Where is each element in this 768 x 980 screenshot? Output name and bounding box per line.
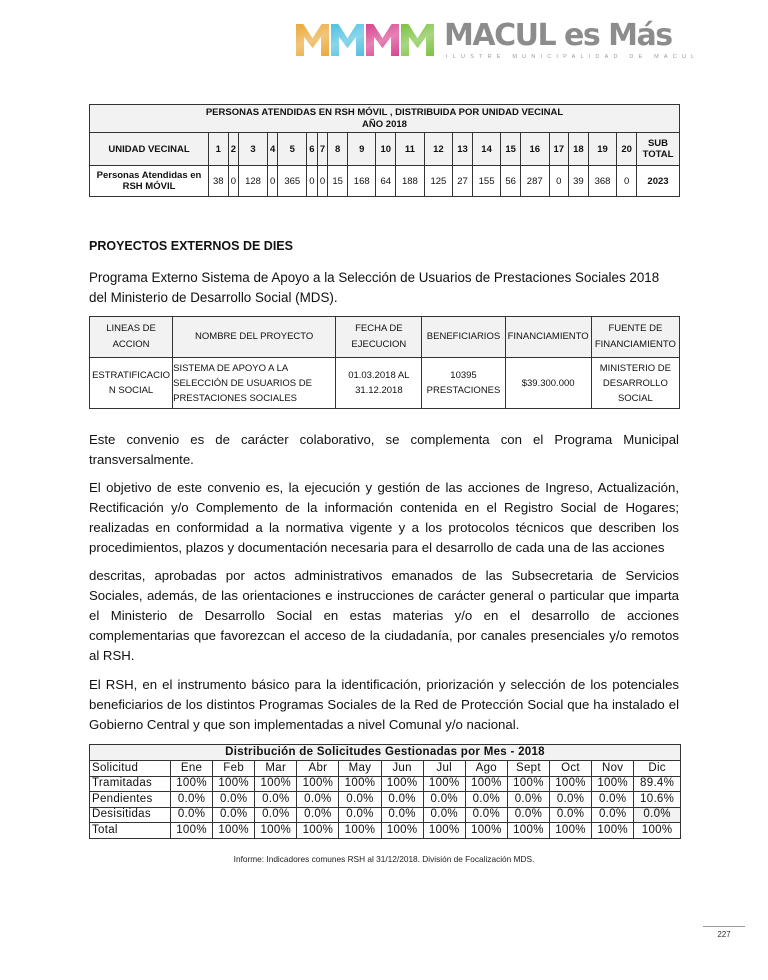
unit-value: 0 — [267, 166, 278, 197]
cell: 100% — [297, 823, 339, 839]
logo-letter-icon — [401, 24, 434, 56]
row-label: Tramitadas — [90, 776, 171, 792]
cell: 0.0% — [507, 792, 549, 808]
cell: 0.0% — [171, 807, 213, 823]
unit-value: 287 — [520, 166, 549, 197]
table-row — [90, 776, 681, 792]
cell: 100% — [381, 776, 423, 792]
month-header: Dic — [634, 761, 681, 777]
cell: MINISTERIO DE DESARROLLO SOCIAL — [591, 358, 679, 409]
cell: 0.0% — [634, 807, 681, 823]
cell: 100% — [423, 776, 465, 792]
cell: 0.0% — [171, 792, 213, 808]
unit-value: 0 — [317, 166, 328, 197]
cell: $39.300.000 — [505, 358, 591, 409]
cell: 100% — [213, 776, 255, 792]
table-row — [90, 807, 681, 823]
unit-value: 188 — [396, 166, 425, 197]
unit-header: 20 — [617, 133, 637, 166]
unit-value: 39 — [569, 166, 589, 197]
unit-value: 368 — [588, 166, 617, 197]
column-header: FINANCIAMIENTO — [505, 317, 591, 358]
brand-subtitle: ILUSTRE MUNICIPALIDAD DE MACUL — [446, 54, 700, 60]
month-header: May — [339, 761, 381, 777]
cell: 100% — [255, 823, 297, 839]
cell: 100% — [381, 823, 423, 839]
cell: 01.03.2018 AL 31.12.2018 — [336, 358, 422, 409]
month-header: Jul — [423, 761, 465, 777]
logo-mark-icon — [296, 24, 434, 56]
cell: 0.0% — [423, 807, 465, 823]
month-header: Feb — [213, 761, 255, 777]
header-row — [90, 133, 680, 166]
cell: 0.0% — [297, 792, 339, 808]
cell: 0.0% — [255, 792, 297, 808]
unit-value: 0 — [228, 166, 239, 197]
cell: 100% — [592, 823, 634, 839]
unit-header: 15 — [501, 133, 521, 166]
cell: 100% — [634, 823, 681, 839]
table-title: Distribución de Solicitudes Gestionadas por Mes - 2018 — [90, 745, 681, 761]
unit-value: 64 — [376, 166, 396, 197]
unit-header: 14 — [472, 133, 501, 166]
cell: 100% — [171, 823, 213, 839]
cell: 100% — [465, 776, 507, 792]
cell: 0.0% — [592, 807, 634, 823]
month-header: Jun — [381, 761, 423, 777]
column-header: NOMBRE DEL PROYECTO — [173, 317, 336, 358]
month-header: Abr — [297, 761, 339, 777]
header-row — [90, 761, 681, 777]
cell: 0.0% — [339, 807, 381, 823]
table-row — [90, 792, 681, 808]
rsh-movil-table — [89, 104, 680, 197]
cell: 100% — [171, 776, 213, 792]
month-header: Oct — [549, 761, 591, 777]
cell: 0.0% — [465, 807, 507, 823]
section-title: PROYECTOS EXTERNOS DE DIES — [89, 239, 293, 253]
cell: 100% — [423, 823, 465, 839]
month-header: Ago — [465, 761, 507, 777]
unit-value: 0 — [617, 166, 637, 197]
row-label: Desisitidas — [90, 807, 171, 823]
subtotal-header: SUB TOTAL — [637, 133, 680, 166]
cell: 0.0% — [339, 792, 381, 808]
month-header: Ene — [171, 761, 213, 777]
row-label: Personas Atendidas en RSH MÓVIL — [90, 166, 209, 197]
cell: 0.0% — [549, 807, 591, 823]
intro-paragraph: Programa Externo Sistema de Apoyo a la Selección de Usuarios de Prestaciones Sociales 2018 del Ministerio de Desarrollo Social (MDS). — [89, 270, 660, 305]
row-label: Total — [90, 823, 171, 839]
cell: ESTRATIFICACIO N SOCIAL — [90, 358, 173, 409]
unit-header: 9 — [347, 133, 376, 166]
cell: 100% — [549, 776, 591, 792]
unit-header: 3 — [239, 133, 268, 166]
unit-header: 2 — [228, 133, 239, 166]
unit-value: 168 — [347, 166, 376, 197]
unit-value: 125 — [424, 166, 453, 197]
cell: 100% — [507, 776, 549, 792]
project-table — [89, 316, 680, 409]
cell: 0.0% — [381, 807, 423, 823]
paragraph: El objetivo de este convenio es, la ejecución y gestión de las acciones de Ingreso, Actualización, Rectificación y/o Complemento de la información contenida en el Registro Social de Hogares; realizadas en conformidad a la normativa vigente y a los protocolos técnicos que describen los procedimientos, plazos y documentación necesaria para el desarrollo de cada una de las acciones — [89, 480, 679, 555]
cell: 0.0% — [507, 807, 549, 823]
unit-value: 27 — [453, 166, 473, 197]
cell: 100% — [465, 823, 507, 839]
unit-header: 12 — [424, 133, 453, 166]
cell: 0.0% — [423, 792, 465, 808]
cell: 100% — [213, 823, 255, 839]
unit-header: 10 — [376, 133, 396, 166]
unit-header: 19 — [588, 133, 617, 166]
paragraph: Este convenio es de carácter colaborativo, se complementa con el Programa Municipal transversalmente. — [89, 432, 679, 467]
unit-header: 11 — [396, 133, 425, 166]
column-header: FECHA DE EJECUCION — [336, 317, 422, 358]
unit-header: 13 — [453, 133, 473, 166]
cell: 100% — [339, 823, 381, 839]
unit-value: 155 — [472, 166, 501, 197]
cell: 0.0% — [549, 792, 591, 808]
footer-divider — [703, 926, 745, 927]
page-number: 227 — [717, 930, 731, 939]
unit-header: 1 — [209, 133, 229, 166]
table-row — [90, 358, 680, 409]
column-header: BENEFICIARIOS — [422, 317, 505, 358]
row-label: Pendientes — [90, 792, 171, 808]
logo-letter-icon — [366, 24, 399, 56]
cell: 0.0% — [255, 807, 297, 823]
solicitud-header: Solicitud — [90, 761, 171, 777]
cell: 10.6% — [634, 792, 681, 808]
unit-value: 15 — [328, 166, 348, 197]
monthly-distribution-table — [89, 744, 681, 839]
unit-header: 6 — [307, 133, 318, 166]
unit-header: 4 — [267, 133, 278, 166]
cell: 100% — [339, 776, 381, 792]
unit-value: 56 — [501, 166, 521, 197]
unit-header: 18 — [569, 133, 589, 166]
unit-value: 128 — [239, 166, 268, 197]
cell: 0.0% — [592, 792, 634, 808]
unit-value: 38 — [209, 166, 229, 197]
table-row — [90, 823, 681, 839]
header-row — [90, 317, 680, 358]
month-header: Mar — [255, 761, 297, 777]
column-header: LINEAS DE ACCION — [90, 317, 173, 358]
unidad-vecinal-header: UNIDAD VECINAL — [90, 133, 209, 166]
cell: SISTEMA DE APOYO A LA SELECCIÓN DE USUARIOS DE PRESTACIONES SOCIALES — [173, 358, 336, 409]
source-note: Informe: Indicadores comunes RSH al 31/12/2018. División de Focalización MDS. — [233, 854, 535, 864]
unit-value: 0 — [549, 166, 569, 197]
column-header: FUENTE DE FINANCIAMIENTO — [591, 317, 679, 358]
paragraph: descritas, aprobadas por actos administrativos emanados de las Subsecretaria de Servicios Sociales, además, de las orientaciones e instrucciones de carácter general o particular que imparta el Ministerio de Desarrollo Social en estas materias y/o en el desarrollo de acciones complementarias que favorezcan el acceso de la ciudadanía, por canales presenciales y/o remotos al RSH. — [89, 568, 679, 663]
logo-letter-icon — [331, 24, 364, 56]
cell: 100% — [549, 823, 591, 839]
cell: 10395 PRESTACIONES — [422, 358, 505, 409]
month-header: Nov — [592, 761, 634, 777]
unit-value: 365 — [278, 166, 307, 197]
paragraph: El RSH, en el instrumento básico para la identificación, priorización y selección de los potenciales beneficiarios de los distintos Programas Sociales de la Red de Protección Social que ha instalado el Gobierno Central y que son implementadas a nivel Comunal y/o nacional. — [89, 677, 679, 732]
unit-header: 16 — [520, 133, 549, 166]
cell: 0.0% — [213, 792, 255, 808]
cell: 100% — [297, 776, 339, 792]
cell: 100% — [592, 776, 634, 792]
unit-header: 17 — [549, 133, 569, 166]
cell: 100% — [255, 776, 297, 792]
unit-header: 7 — [317, 133, 328, 166]
table-row — [90, 166, 680, 197]
cell: 0.0% — [213, 807, 255, 823]
unit-header: 5 — [278, 133, 307, 166]
cell: 100% — [507, 823, 549, 839]
brand-title: MACUL es Más — [444, 18, 672, 53]
cell: 89.4% — [634, 776, 681, 792]
unit-header: 8 — [328, 133, 348, 166]
cell: 0.0% — [381, 792, 423, 808]
table-title: PERSONAS ATENDIDAS EN RSH MÓVIL , DISTRIBUIDA POR UNIDAD VECINAL AÑO 2018 — [90, 105, 680, 133]
municipal-logo — [296, 20, 699, 68]
cell: 0.0% — [465, 792, 507, 808]
logo-letter-icon — [296, 24, 329, 56]
unit-value: 0 — [307, 166, 318, 197]
cell: 0.0% — [297, 807, 339, 823]
subtotal-value: 2023 — [637, 166, 680, 197]
month-header: Sept — [507, 761, 549, 777]
